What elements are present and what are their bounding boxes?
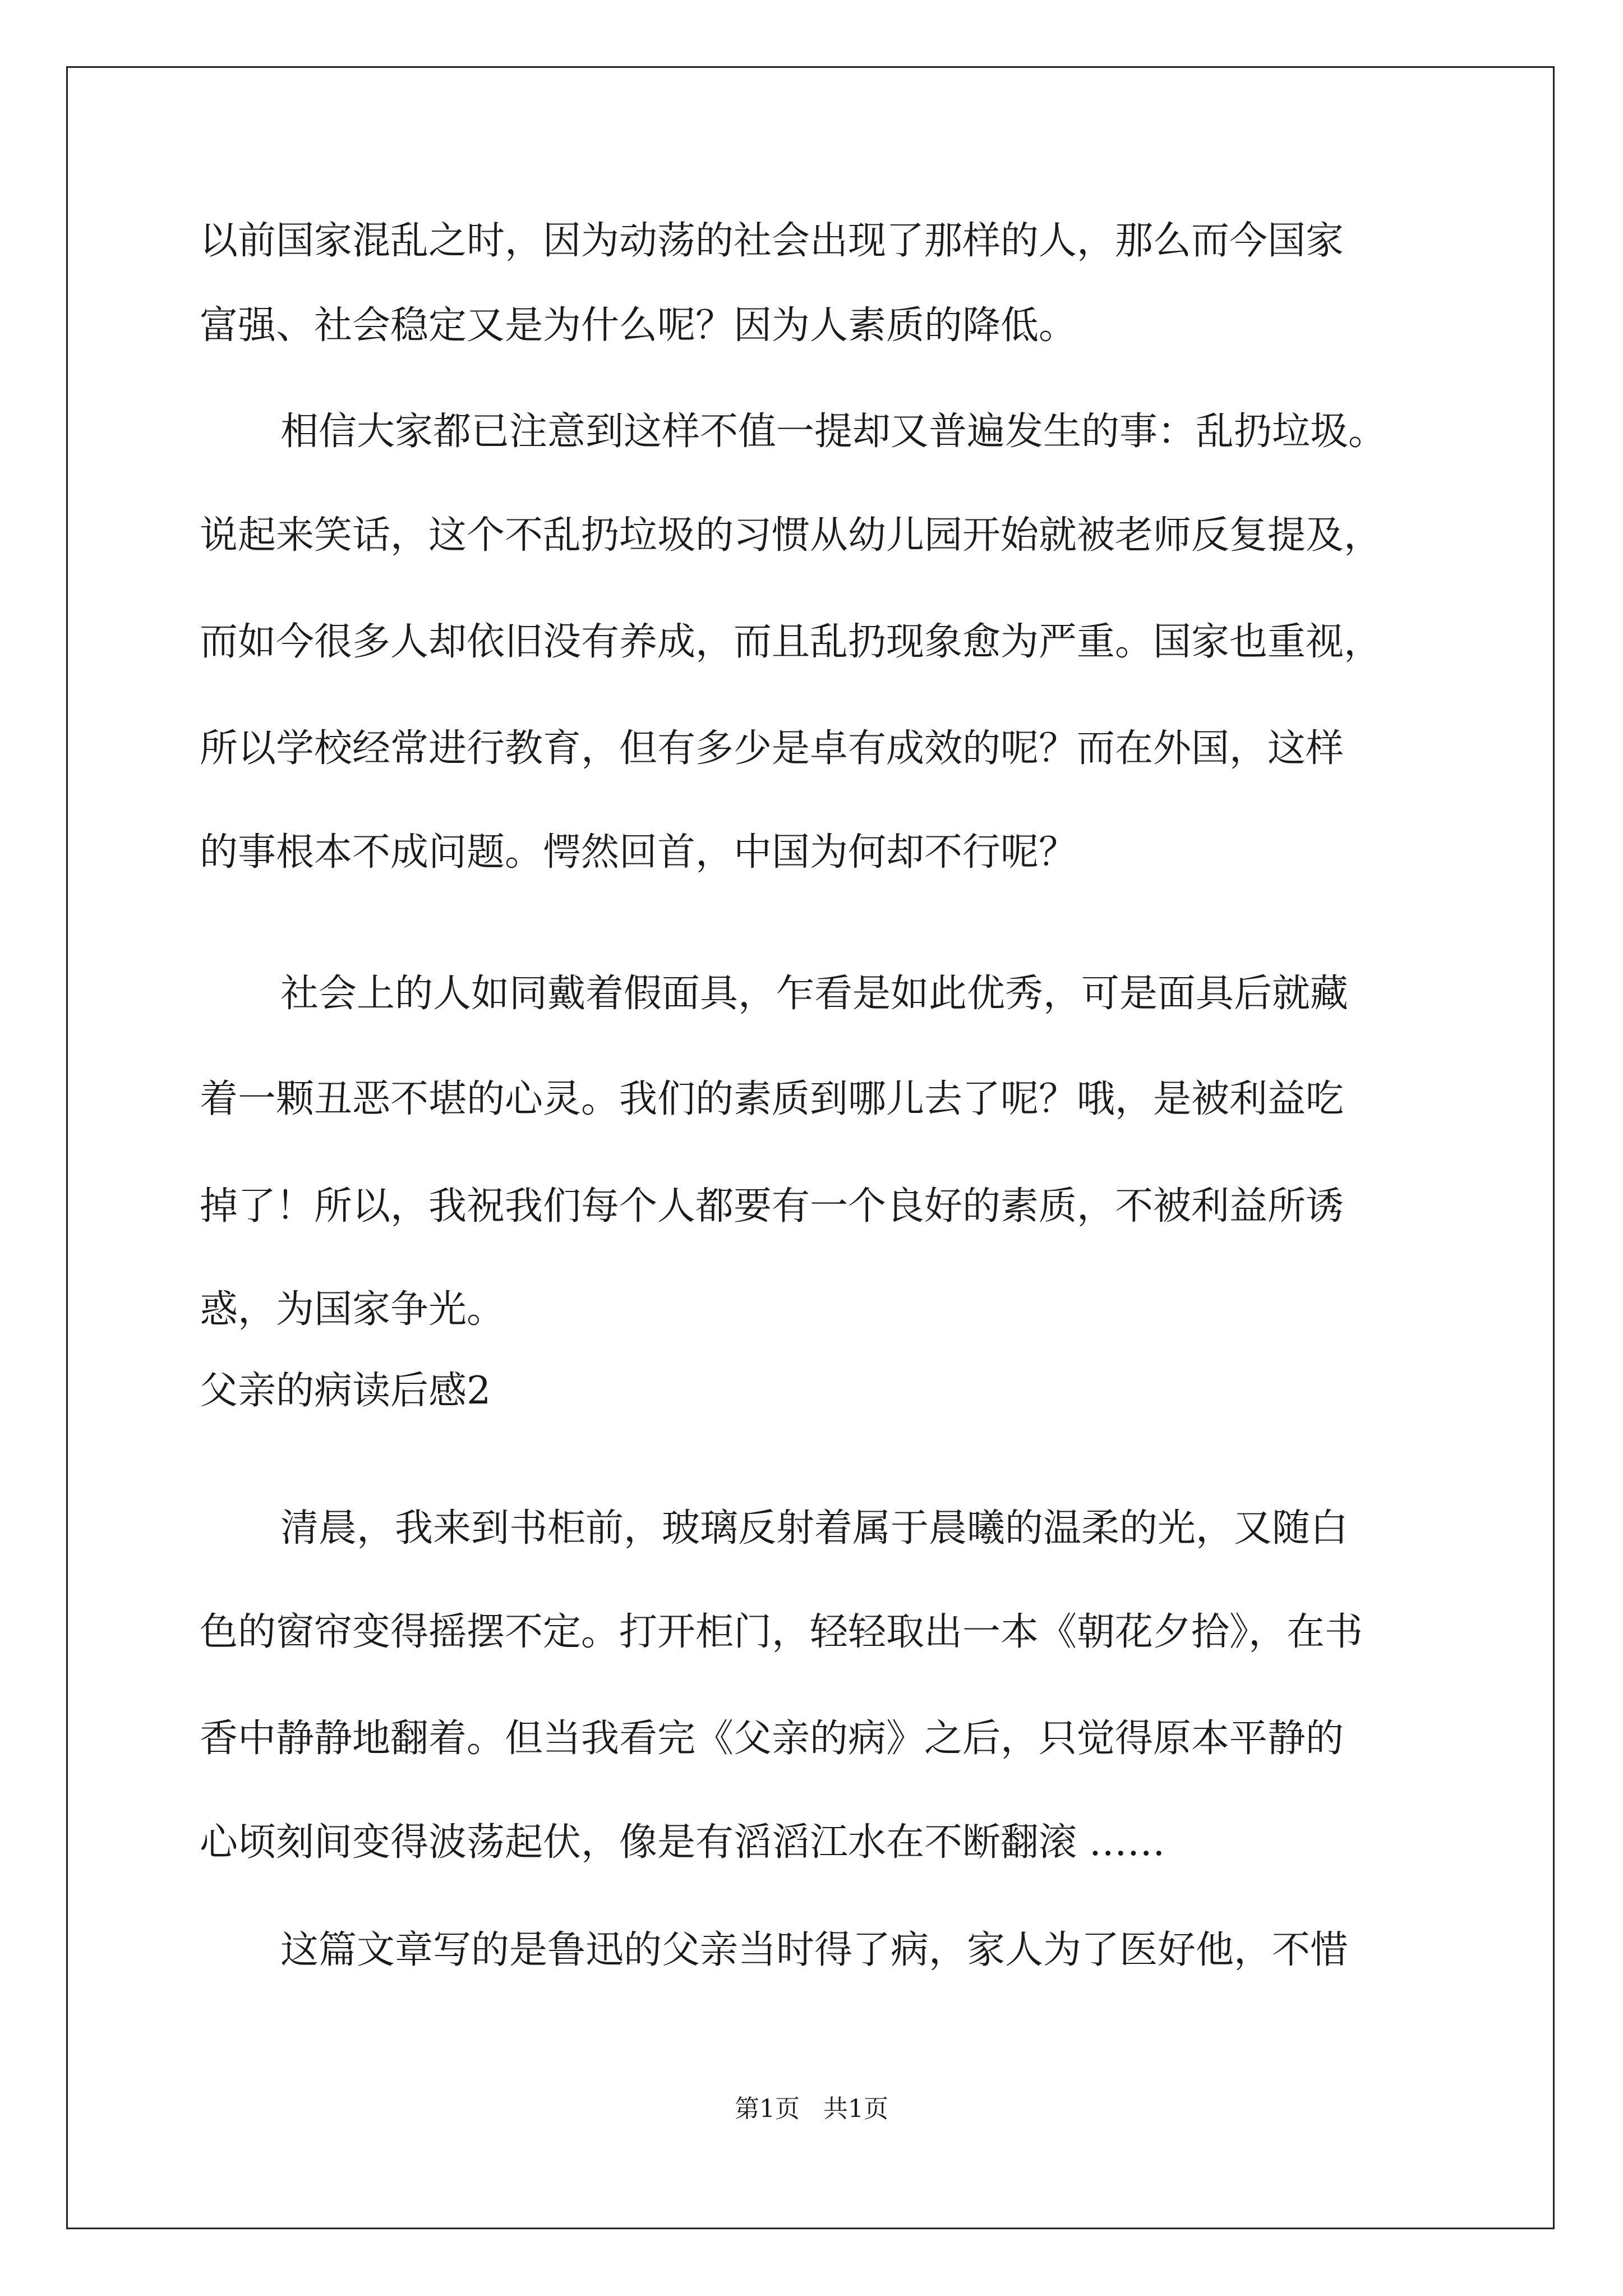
paragraph-line: 而如今很多人却依旧没有养成，而且乱扔现象愈为严重。国家也重视，	[200, 620, 1382, 664]
paragraph-line: 香中静静地翻着。但当我看完《父亲的病》之后，只觉得原本平静的	[200, 1717, 1344, 1761]
paragraph-line: 相信大家都已注意到这样不值一提却又普遍发生的事：乱扔垃圾。	[280, 409, 1387, 454]
paragraph-line: 富强、社会稳定又是为什么呢？因为人素质的降低。	[200, 303, 1077, 348]
paragraph-line: 清晨，我来到书柜前，玻璃反射着属于晨曦的温柔的光，又随白	[280, 1506, 1349, 1550]
paragraph-line: 说起来笑话，这个不乱扔垃圾的习惯从幼儿园开始就被老师反复提及，	[200, 513, 1382, 558]
paragraph-line: 的事根本不成问题。愕然回首，中国为何却不行呢？	[200, 830, 1077, 875]
paragraph-line: 着一颗丑恶不堪的心灵。我们的素质到哪儿去了呢？哦，是被利益吃	[200, 1077, 1344, 1121]
section-heading: 父亲的病读后感2	[200, 1369, 491, 1413]
page-number-footer: 第1页 共1页	[735, 2095, 888, 2123]
paragraph-line: 色的窗帘变得摇摆不定。打开柜门，轻轻取出一本《朝花夕拾》，在书	[200, 1610, 1363, 1654]
page-frame	[66, 66, 1555, 2229]
paragraph-line: 惑，为国家争光。	[200, 1287, 505, 1332]
paragraph-line: 这篇文章写的是鲁迅的父亲当时得了病，家人为了医好他，不惜	[280, 1928, 1349, 1972]
paragraph-line: 以前国家混乱之时，因为动荡的社会出现了那样的人，那么而今国家	[200, 219, 1344, 263]
paragraph-line: 所以学校经常进行教育，但有多少是卓有成效的呢？而在外国，这样	[200, 726, 1344, 771]
paragraph-line: 掉了！所以，我祝我们每个人都要有一个良好的素质，不被利益所诱	[200, 1184, 1344, 1228]
paragraph-line: 社会上的人如同戴着假面具，乍看是如此优秀，可是面具后就藏	[280, 972, 1349, 1016]
paragraph-line: 心顷刻间变得波荡起伏，像是有滔滔江水在不断翻滚 ……	[200, 1820, 1165, 1865]
